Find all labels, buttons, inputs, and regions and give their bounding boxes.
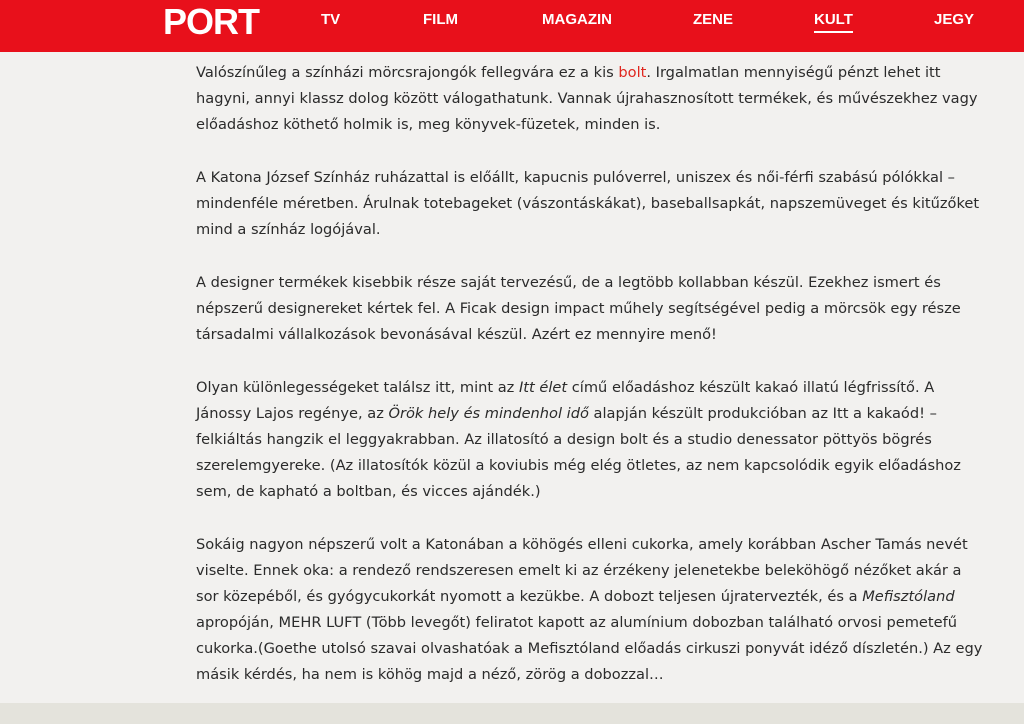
nav-item-tv[interactable]: TV (321, 11, 341, 28)
nav-item-film[interactable]: FILM (423, 11, 458, 28)
article-paragraph-5: Sokáig nagyon népszerű volt a Katonában a köhögés elleni cukorka, amely korábban Ascher Tamás nevét viselte. Ennek oka: a rendező rendszeresen emelt ki az érzékeny jelenetekbe beleköhögő nézőket akár a sor közepéből, és gyógycukorkát nyomott a kezükbe. A dobozt teljesen újratervezték, és a Mefisztóland apropóján, MEHR LUFT (Több levegőt) feliratot kapott az alumínium dobozban található orvosi pemetefű cukorka.(Goethe utolsó szavai olvashatóak a Mefisztóland előadás cirkuszi ponyvát idéző díszletén.) Az egy másik kérdés, ha nem is köhög majd a néző, zörög a dobozzal… (196, 536, 983, 683)
nav-item-magazin[interactable]: MAGAZIN (542, 11, 612, 28)
top-navigation-bar (0, 0, 1024, 52)
novel-title: Örök hely és mindenhol idő (388, 405, 589, 422)
bottom-strip (0, 703, 1024, 724)
shop-link[interactable]: bolt (618, 64, 647, 81)
nav-item-jegy[interactable]: JEGY (934, 11, 975, 28)
article-paragraph-2: A Katona József Színház ruházattal is előállt, kapucnis pulóverrel, uniszex és női-férfi szabású pólókkal – mindenféle méretben. Árulnak totebageket (vászontáskákat), baseballsapkát, napszemüveget és kitűzőket mind a színház logójával. (196, 169, 980, 238)
show-title-mefisztoland: Mefisztóland (862, 588, 955, 605)
port-logo[interactable]: PORT (163, 1, 260, 42)
article-paragraph-4: Olyan különlegességeket találsz itt, mint az Itt élet című előadáshoz készült kakaó illatú légfrissítő. A Jánossy Lajos regénye, az Örök hely és mindenhol idő alapján készült produkcióban az Itt a kakaód! – felkiáltás hangzik el leggyakrabban. Az illatosító a design bolt és a studio denessator pöttyös bögrés szerelemgyereke. (Az illatosítók közül a koviubis még elég ötletes, az nem kapcsolódik egyik előadáshoz sem, de kapható a boltban, és vicces ajándék.) (196, 379, 961, 500)
article-paragraph-1: Valószínűleg a színházi mörcsrajongók fellegvára ez a kis bolt. Irgalmatlan mennyiségű pénzt lehet itt hagyni, annyi klassz dolog között válogathatunk. Vannak újrahasznosított termékek, és művészekhez vagy előadáshoz köthető holmik is, meg könyvek-füzetek, minden is. (196, 64, 978, 133)
nav-item-kult[interactable]: KULT (814, 10, 853, 33)
nav-item-zene[interactable]: ZENE (693, 11, 734, 28)
article-body (196, 60, 988, 715)
show-title-itt-elet: Itt élet (519, 379, 568, 396)
article-paragraph-3: A designer termékek kisebbik része saját tervezésű, de a legtöbb kollabban készül. Ezekhez ismert és népszerű designereket kértek fel. A Ficak design impact műhely segítségével pedig a mörcsök egy része társadalmi vállalkozások bevonásával készül. Azért ez mennyire menő! (196, 274, 961, 343)
